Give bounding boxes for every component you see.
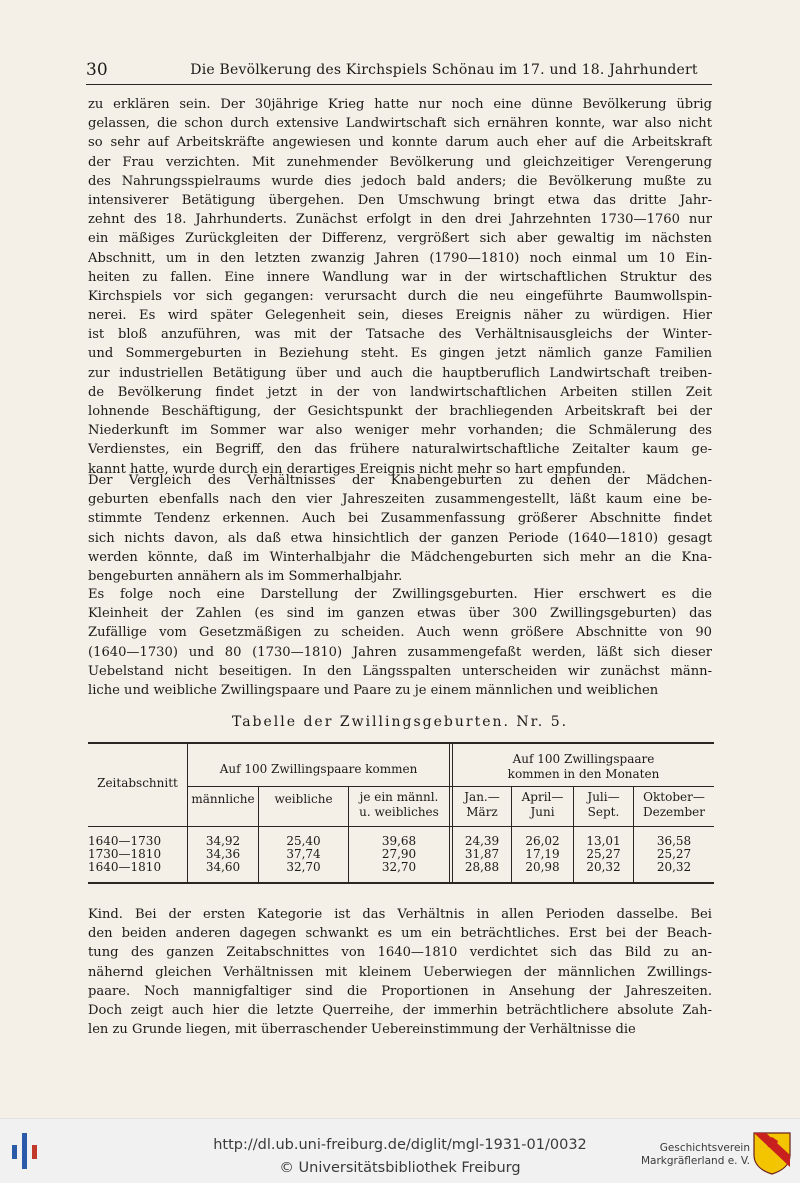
- col-header-q2-1: April—: [521, 790, 564, 804]
- table-cell: 32,70: [381, 860, 417, 874]
- text-line: ein mäßiges Zurückgleiten der Differenz, vergrößert sich aber gewaltig im nächsten: [88, 231, 712, 247]
- col-header-q3-1: Juli—: [587, 790, 620, 804]
- col-header-period: Zeitabschnitt: [97, 776, 178, 790]
- coat-of-arms-icon: [752, 1131, 792, 1175]
- text-line: lohnende Beschäftigung, der Gesichtspunkt der brachliegenden Arbeitskraft bei der: [88, 404, 712, 419]
- paragraph-2: [88, 471, 712, 586]
- col-header-female: weibliche: [274, 792, 333, 806]
- table-header-rule: [88, 826, 714, 827]
- table-cell: 37,74: [286, 847, 321, 861]
- table-cell: 34,60: [205, 860, 241, 874]
- table-cell: 20,32: [586, 860, 621, 874]
- text-line: tung des ganzen Zeitabschnittes von 1640—1810 verdichtet sich das Bild zu an-: [88, 945, 712, 961]
- text-line: Doch zeigt auch hier die letzte Querreihe, der immerhin beträchtlichere absolute Zah-: [88, 1002, 712, 1018]
- text-line: Zufällige vom Gesetzmäßigen zu scheiden. Auch wenn größere Abschnitte von 90: [88, 625, 712, 641]
- text-line: gelassen, die schon durch extensive Landwirtschaft sich ernähren konnte, war also nicht: [88, 116, 712, 132]
- table-cell: 32,70: [286, 860, 321, 874]
- text-line: nähernd gleichen Verhältnissen mit kleinem Ueberwiegen der männlichen Zwillings-: [88, 964, 712, 980]
- col-header-q1-2: März: [466, 805, 498, 819]
- table-cell: 13,01: [586, 834, 621, 848]
- table-vrule-double: [449, 744, 450, 882]
- text-line: zu erklären sein. Der 30jährige Krieg hatte nur noch eine dünne Bevölkerung übrig: [88, 97, 712, 112]
- text-line: Kirchspiels vor sich gegangen: verursacht durch die neu eingeführte Baumwollspin-: [88, 288, 712, 304]
- col-header-q3-2: Sept.: [587, 805, 620, 819]
- text-line: stimmte Tendenz erkennen. Auch bei Zusammenfassung größerer Abschnitte findet: [88, 511, 712, 527]
- table-cell: 25,27: [586, 847, 621, 861]
- col-header-mixed-2: u. weibliches: [359, 805, 439, 819]
- paragraph-4: [88, 905, 712, 1039]
- table-cell: 28,88: [464, 860, 500, 874]
- text-line: liche und weibliche Zwillingspaare und Paare zu je einem männlichen und weiblichen: [88, 682, 659, 698]
- text-line: Verdienstes, ein Begriff, den das frühere naturalwirtschaftliche Zeitalter kaum ge-: [88, 442, 712, 458]
- table-cell: 25,40: [286, 834, 321, 848]
- permalink-url[interactable]: http://dl.ub.uni-freiburg.de/diglit/mgl-1931-01/0032: [213, 1137, 587, 1153]
- table-cell: 25,27: [656, 847, 692, 861]
- society-name-line-2: Markgräflerland e. V.: [640, 1155, 750, 1167]
- text-line: nerei. Es wird später Gelegenheit sein, dieses Ereignis näher zu würdigen. Hier: [88, 308, 712, 324]
- text-line: des Nahrungsspielraums wurde dies jedoch bald anders; die Bevölkerung mußte zu: [88, 173, 712, 189]
- text-line: paare. Noch mannigfaltiger sind die Proportionen in Ansehung der Jahreszeiten.: [88, 983, 712, 999]
- text-line: heiten zu fallen. Eine innere Wandlung war in der wirtschaftlichen Struktur des: [88, 269, 712, 285]
- running-title: Die Bevölkerung des Kirchspiels Schönau im 17. und 18. Jahrhundert: [190, 62, 698, 78]
- text-line: Der Vergleich des Verhältnisses der Knabengeburten zu denen der Mädchen-: [88, 473, 712, 488]
- text-line: len zu Grunde liegen, mit überraschender Uebereinstimmung der Verhältnisse die: [88, 1022, 636, 1038]
- table-top-rule: [88, 742, 714, 744]
- text-line: Kind. Bei der ersten Kategorie ist das Verhältnis in allen Perioden dasselbe. Bei: [88, 907, 712, 922]
- row-period-cell: 1640—1810: [88, 860, 162, 874]
- text-line: de Bevölkerung findet jetzt in der von landwirtschaftlichen Arbeiten stillen Zeit: [88, 384, 712, 400]
- text-line: Uebelstand nicht beseitigen. In den Längsspalten unterscheiden wir zunächst männ-: [88, 663, 712, 679]
- table-cell: 26,02: [525, 834, 560, 848]
- text-line: zur industriellen Betätigung über und auch die hauptberuflich Landwirtschaft treiben-: [88, 365, 712, 381]
- table-cell: 36,58: [656, 834, 692, 848]
- text-line: geburten ebenfalls nach den vier Jahreszeiten zusammengestellt, läßt kaum eine be-: [88, 492, 712, 508]
- paragraph-1: [88, 95, 712, 479]
- row-period-cell: 1730—1810: [88, 847, 162, 861]
- table-bottom-rule: [88, 882, 714, 884]
- text-line: (1640—1730) und 80 (1730—1810) Jahren zusammengefaßt werden, läßt sich dieser: [88, 644, 712, 660]
- viewer-footer: [0, 1118, 800, 1183]
- table-cell: 27,90: [381, 847, 417, 861]
- table-cell: 34,92: [205, 834, 241, 848]
- col-group-header-months-2: kommen in den Monaten: [507, 767, 660, 781]
- col-header-q1-1: Jan.—: [464, 790, 500, 804]
- twins-table: [88, 742, 714, 885]
- text-line: so sehr auf Arbeitskräfte angewiesen und konnte darum auch eher auf die Arbeitskraft: [88, 135, 712, 151]
- col-group-header-months-1: Auf 100 Zwillingspaare: [512, 752, 655, 766]
- text-line: zehnt des 18. Jahrhunderts. Zunächst erfolgt in den drei Jahrzehnten 1730—1760 nur: [88, 212, 712, 228]
- col-header-mixed-1: je ein männl.: [359, 790, 439, 804]
- text-line: Kleinheit der Zahlen (es sind im ganzen etwas über 300 Zwillingsgeburten) das: [88, 606, 712, 622]
- col-header-q4-2: Dezember: [642, 805, 706, 819]
- society-name-line-1: Geschichtsverein: [659, 1142, 750, 1154]
- row-period-cell: 1640—1730: [88, 834, 162, 848]
- table-cell: 20,98: [525, 860, 560, 874]
- text-line: intensiverer Betätigung übergehen. Den Umschwung bringt etwa das dritte Jahr-: [88, 192, 712, 208]
- paragraph-3: [88, 585, 712, 700]
- table-cell: 39,68: [381, 834, 417, 848]
- text-line: ist bloß anzuführen, was mit der Tatsache des Verhältnisausgleichs der Winter-: [88, 327, 712, 343]
- text-line: bengeburten annähern als im Sommerhalbjahr.: [88, 568, 403, 584]
- text-line: werden könnte, daß im Winterhalbjahr die Mädchengeburten sich mehr an die Kna-: [88, 549, 712, 565]
- col-header-q4-1: Oktober—: [643, 790, 705, 804]
- society-name: [640, 1142, 750, 1168]
- table-cell: 20,32: [656, 860, 692, 874]
- text-line: und Sommergeburten in Beziehung steht. Es gingen jetzt nämlich ganze Familien: [88, 346, 712, 362]
- page-number: 30: [86, 60, 108, 80]
- text-line: Niederkunft im Sommer war also weniger mehr vorhanden; die Schmälerung des: [88, 423, 712, 439]
- col-group-header-sex: Auf 100 Zwillingspaare kommen: [219, 762, 418, 776]
- table-cell: 34,36: [205, 847, 241, 861]
- text-line: Abschnitt, um in den letzten zwanzig Jahren (1790—1810) noch einmal um 10 Ein-: [88, 250, 712, 266]
- col-header-male: männliche: [191, 792, 255, 806]
- table-caption: Tabelle der Zwillingsgeburten. Nr. 5.: [231, 714, 569, 730]
- table-cell: 24,39: [464, 834, 500, 848]
- text-line: kannt hatte, wurde durch ein derartiges Ereignis nicht mehr so hart empfunden.: [88, 461, 626, 477]
- table-cell: 31,87: [464, 847, 500, 861]
- copyright-notice: © Universitätsbibliothek Freiburg: [279, 1160, 521, 1176]
- table-group-rule: [187, 786, 714, 787]
- text-line: Es folge noch eine Darstellung der Zwillingsgeburten. Hier erschwert es die: [88, 587, 712, 602]
- text-line: den beiden anderen dagegen schwankt es um ein beträchtliches. Erst bei der Beach-: [88, 926, 712, 942]
- col-header-q2-2: Juni: [530, 805, 555, 819]
- text-line: sich nichts davon, als daß etwa hinsichtlich der ganzen Periode (1640—1810) gesagt: [88, 530, 712, 546]
- running-header: [86, 58, 712, 85]
- table-cell: 17,19: [525, 847, 560, 861]
- text-line: der Frau verzichten. Mit zunehmender Bevölkerung und gleichzeitiger Verengerung: [88, 154, 712, 170]
